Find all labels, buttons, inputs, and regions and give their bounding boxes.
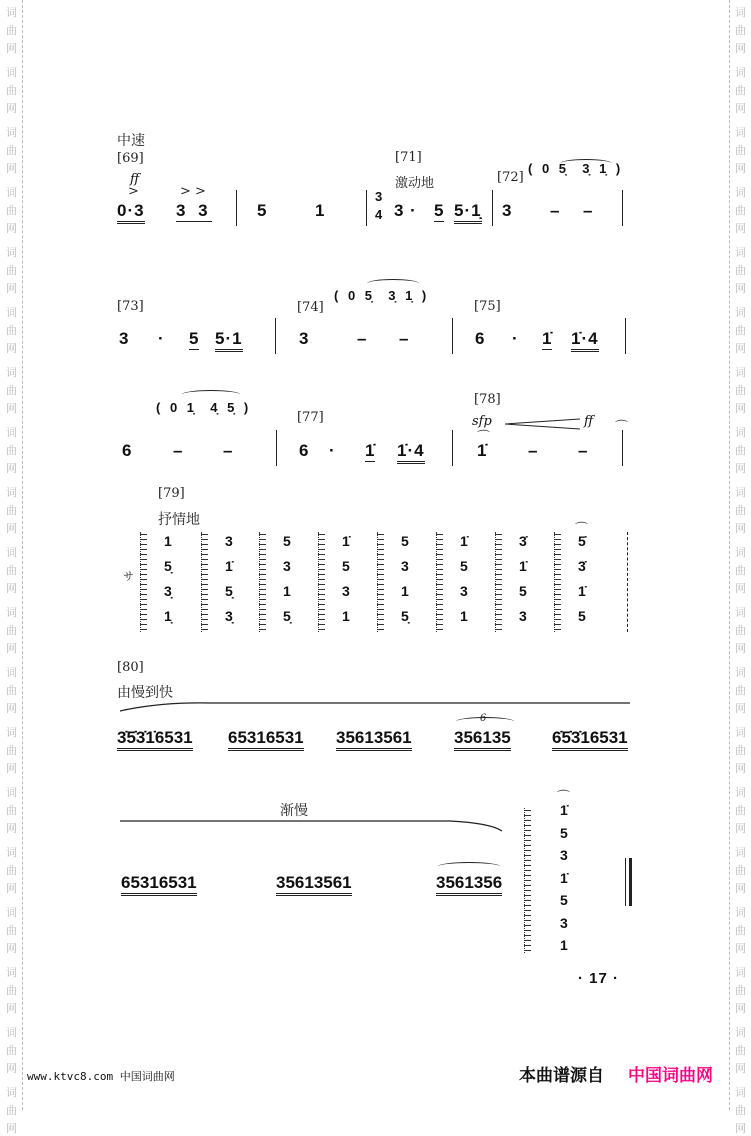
watermark-char: 曲	[6, 204, 17, 217]
chord-note: 3	[460, 583, 469, 599]
dot: ·	[329, 441, 336, 460]
watermark-char: 词	[6, 906, 17, 919]
dash: –	[528, 441, 539, 460]
fermata-icon: ⌒	[557, 790, 571, 805]
watermark-char: 词	[735, 6, 746, 19]
barline	[622, 190, 623, 226]
note-group: 3561356	[436, 873, 502, 896]
watermark-char: 词	[6, 786, 17, 799]
watermark-char: 网	[735, 42, 746, 55]
chord-note: 5̣	[225, 583, 234, 599]
measure-number: [69]	[117, 151, 144, 166]
arpeggio-brace	[554, 532, 561, 632]
dot: ·	[512, 329, 519, 348]
watermark-char: 曲	[735, 864, 746, 877]
chord-note: 1̣	[164, 608, 173, 624]
slur	[367, 279, 419, 288]
watermark-char: 网	[6, 522, 17, 535]
watermark-char: 曲	[735, 24, 746, 37]
dash: –	[583, 201, 594, 220]
dash: –	[578, 441, 589, 460]
watermark-char: 词	[6, 726, 17, 739]
parenthetical-notes: ( 0 5̣ 3̣ 1̣ )	[334, 288, 430, 303]
chord-note: 5	[560, 824, 569, 841]
note: 5	[434, 201, 445, 220]
watermark-char: 词	[735, 786, 746, 799]
chord-note: 1	[283, 583, 292, 599]
watermark-char: 词	[735, 366, 746, 379]
watermark-char: 网	[735, 462, 746, 475]
measure-number: [75]	[474, 299, 501, 314]
barline	[366, 190, 367, 226]
note-group: 35613561	[276, 873, 352, 896]
arpeggio-brace	[495, 532, 502, 632]
watermark-char: 网	[735, 282, 746, 295]
free-tempo-mark: サ	[123, 570, 134, 583]
barline	[276, 430, 277, 466]
watermark-char: 曲	[735, 144, 746, 157]
chord-note: 5	[578, 608, 587, 624]
dash: –	[173, 441, 184, 460]
note: 5·1̣	[454, 201, 482, 224]
tempo-marking: 中速	[117, 133, 145, 149]
watermark-char: 网	[6, 702, 17, 715]
dynamic-ff: ff	[584, 414, 594, 429]
watermark-char: 词	[735, 546, 746, 559]
watermark-char: 词	[735, 966, 746, 979]
chord-note: 3̣	[164, 583, 173, 599]
chord-note: 1	[560, 937, 569, 953]
watermark-char: 词	[735, 906, 746, 919]
watermark-char: 网	[6, 882, 17, 895]
arpeggio-brace	[524, 808, 531, 953]
final-barline	[629, 858, 632, 906]
watermark-char: 词	[735, 126, 746, 139]
note: 5·1	[215, 329, 243, 352]
note: 3 ·	[394, 201, 417, 220]
watermark-char: 词	[735, 606, 746, 619]
watermark-char: 词	[735, 186, 746, 199]
chord-note: 3	[225, 533, 234, 549]
arpeggio-brace	[201, 532, 208, 632]
watermark-char: 曲	[735, 204, 746, 217]
barline	[452, 318, 453, 354]
watermark-char: 曲	[6, 324, 17, 337]
watermark-char: 曲	[735, 444, 746, 457]
slur	[438, 862, 500, 871]
chord-note: 5̇	[578, 533, 587, 549]
watermark-char: 曲	[6, 504, 17, 517]
watermark-char: 词	[6, 666, 17, 679]
expression-text: 激动地	[395, 176, 435, 191]
watermark-char: 曲	[6, 144, 17, 157]
right-margin-line	[729, 0, 730, 1110]
chord-note: 1̇	[225, 558, 234, 574]
watermark-char: 网	[6, 642, 17, 655]
watermark-char: 网	[735, 1062, 746, 1075]
measure-number: [71]	[395, 150, 422, 165]
watermark-char: 网	[735, 222, 746, 235]
note: 1̇	[365, 441, 376, 460]
measure-number: [72]	[497, 170, 524, 185]
watermark-char: 曲	[6, 864, 17, 877]
watermark-char: 曲	[735, 684, 746, 697]
dash: –	[223, 441, 234, 460]
watermark-char: 网	[735, 522, 746, 535]
watermark-char: 曲	[6, 1044, 17, 1057]
parenthetical-notes: ( 0 1̣ 4̣ 5̣ )	[156, 400, 252, 415]
watermark-char: 网	[6, 942, 17, 955]
arpeggio-brace	[377, 532, 384, 632]
chord-note: 3	[401, 558, 410, 574]
measure-number: [73]	[117, 299, 144, 314]
footer-source-label: 本曲谱源自	[519, 1066, 604, 1086]
watermark-char: 网	[735, 762, 746, 775]
note: 5	[189, 329, 200, 348]
chord-note: 1̇	[460, 533, 469, 549]
watermark-char: 网	[735, 642, 746, 655]
watermark-char: 曲	[735, 1044, 746, 1057]
note: 5	[257, 201, 268, 220]
watermark-char: 网	[735, 822, 746, 835]
watermark-char: 词	[735, 726, 746, 739]
watermark-char: 曲	[735, 84, 746, 97]
note-group: 3̇5̇3̇1̇6531	[117, 728, 193, 751]
watermark-char: 曲	[6, 744, 17, 757]
arpeggio-brace	[140, 532, 147, 632]
phrase-line	[120, 700, 630, 712]
watermark-char: 词	[735, 666, 746, 679]
watermark-char: 曲	[735, 804, 746, 817]
accent: >	[128, 184, 139, 199]
watermark-char: 词	[6, 546, 17, 559]
measure-number: [78]	[474, 392, 501, 407]
time-signature-bottom: 4	[375, 207, 384, 222]
slur	[182, 390, 240, 399]
barline	[275, 318, 276, 354]
watermark-char: 曲	[6, 24, 17, 37]
watermark-char: 曲	[6, 804, 17, 817]
chord-note: 1̇	[578, 583, 587, 599]
dynamic-sfp: sfp	[472, 414, 492, 429]
dash: –	[399, 329, 410, 348]
watermark-char: 词	[6, 306, 17, 319]
phrase-line	[120, 818, 505, 834]
watermark-char: 网	[735, 582, 746, 595]
chord-note: 1	[164, 533, 173, 549]
watermark-char: 网	[735, 702, 746, 715]
watermark-char: 网	[6, 582, 17, 595]
chord-note: 3̇	[578, 558, 587, 574]
fermata-icon: ⌒	[615, 420, 629, 435]
arpeggio-brace	[436, 532, 443, 632]
chord-note: 3	[560, 914, 569, 931]
note: 0·3	[117, 201, 145, 224]
watermark-char: 网	[6, 1002, 17, 1015]
fermata-icon: ⌒	[575, 522, 589, 537]
watermark-char: 曲	[735, 504, 746, 517]
watermark-char: 词	[6, 966, 17, 979]
note-group: 35613561	[336, 728, 412, 751]
fermata-icon: ⌒	[477, 430, 491, 445]
note: 3 3	[176, 201, 212, 220]
watermark-char: 词	[6, 6, 17, 19]
expression-text: 渐慢	[280, 803, 308, 819]
watermark-char: 词	[735, 1086, 746, 1099]
watermark-char: 网	[6, 102, 17, 115]
watermark-char: 曲	[735, 264, 746, 277]
watermark-char: 网	[6, 822, 17, 835]
chord-note: 3̣	[225, 608, 234, 624]
chord-note: 1	[401, 583, 410, 599]
watermark-char: 词	[735, 246, 746, 259]
chord-note: 1	[460, 608, 469, 624]
dynamic-ff: ff	[130, 172, 140, 187]
watermark-char: 网	[735, 882, 746, 895]
accent: > >	[180, 184, 206, 199]
arpeggio-brace	[259, 532, 266, 632]
watermark-char: 网	[735, 162, 746, 175]
barline	[622, 430, 623, 466]
watermark-char: 词	[6, 606, 17, 619]
watermark-char: 网	[6, 342, 17, 355]
watermark-char: 网	[6, 402, 17, 415]
measure-number: [77]	[297, 410, 324, 425]
chord-note: 5̣	[401, 608, 410, 624]
watermark-char: 曲	[6, 1104, 17, 1117]
chord-note: 1̇	[560, 802, 569, 818]
watermark-char: 曲	[6, 684, 17, 697]
note: 1̇	[477, 441, 488, 460]
watermark-char: 网	[735, 1002, 746, 1015]
watermark-char: 词	[6, 1086, 17, 1099]
watermark-char: 曲	[6, 84, 17, 97]
watermark-char: 词	[6, 246, 17, 259]
watermark-char: 曲	[735, 744, 746, 757]
watermark-char: 曲	[6, 984, 17, 997]
note-group: 65316531	[228, 728, 304, 751]
dot: ·	[158, 329, 165, 348]
chord-note: 5̣	[283, 608, 292, 624]
page-number: · 17 ·	[578, 970, 620, 987]
watermark-char: 曲	[6, 924, 17, 937]
measure-number: [79]	[158, 486, 185, 501]
watermark-char: 网	[6, 282, 17, 295]
note-group: 356135	[454, 728, 511, 751]
watermark-char: 词	[735, 426, 746, 439]
chord-note: 5	[283, 533, 292, 549]
watermark-char: 曲	[735, 984, 746, 997]
footer-url[interactable]: www.ktvc8.com 中国词曲网	[27, 1070, 175, 1083]
watermark-char: 网	[735, 102, 746, 115]
chord-note: 5	[401, 533, 410, 549]
barline	[492, 190, 493, 226]
dash: –	[550, 201, 561, 220]
chord-note: 1	[342, 608, 351, 624]
parenthetical-notes: ( 0 5̣ 3̣ 1̣ )	[528, 161, 624, 176]
watermark-char: 曲	[735, 384, 746, 397]
note: 1̇·4	[397, 441, 425, 464]
watermark-char: 曲	[6, 624, 17, 637]
watermark-char: 曲	[735, 1104, 746, 1117]
watermark-char: 网	[6, 42, 17, 55]
chord-note: 3	[560, 847, 569, 863]
watermark-char: 词	[6, 186, 17, 199]
barline	[627, 532, 628, 632]
watermark-char: 曲	[735, 924, 746, 937]
note: 6	[122, 441, 133, 460]
watermark-char: 词	[6, 66, 17, 79]
crescendo-hairpin	[505, 418, 580, 430]
watermark-char: 网	[6, 162, 17, 175]
watermark-char: 词	[6, 846, 17, 859]
watermark-char: 词	[735, 66, 746, 79]
watermark-char: 词	[6, 426, 17, 439]
watermark-char: 词	[6, 1026, 17, 1039]
watermark-char: 词	[6, 126, 17, 139]
barline	[236, 190, 237, 226]
note: 1̇·4	[571, 329, 599, 352]
barline	[452, 430, 453, 466]
chord-note: 3̇	[519, 533, 528, 549]
watermark-char: 网	[6, 1122, 17, 1135]
watermark-char: 词	[6, 366, 17, 379]
measure-number: [80]	[117, 660, 144, 675]
left-margin-line	[22, 0, 23, 1110]
chord-note: 1̇	[342, 533, 351, 549]
measure-number: [74]	[297, 300, 324, 315]
time-signature-top: 3	[375, 189, 384, 204]
arpeggio-brace	[318, 532, 325, 632]
note: 1̇	[542, 329, 553, 348]
chord-note: 3	[342, 583, 351, 599]
watermark-char: 网	[6, 1062, 17, 1075]
chord-note: 5̣	[164, 558, 173, 574]
expression-text: 由慢到快	[117, 685, 173, 701]
note: 6	[299, 441, 310, 460]
chord-note: 1̇	[519, 558, 528, 574]
barline	[625, 318, 626, 354]
note: 3	[299, 329, 310, 348]
note-group: 65316531	[121, 873, 197, 896]
tuplet-number: 6	[480, 713, 487, 724]
watermark-char: 词	[735, 846, 746, 859]
watermark-char: 网	[6, 462, 17, 475]
watermark-char: 曲	[6, 384, 17, 397]
watermark-char: 网	[6, 222, 17, 235]
note-group: 6̇5̇3̇16531	[552, 728, 628, 751]
watermark-char: 词	[735, 306, 746, 319]
watermark-char: 曲	[6, 444, 17, 457]
chord-note: 5	[560, 892, 569, 908]
chord-note: 3	[519, 608, 528, 624]
watermark-char: 曲	[735, 564, 746, 577]
watermark-char: 网	[6, 762, 17, 775]
chord-note: 1̇	[560, 869, 569, 886]
watermark-char: 曲	[735, 324, 746, 337]
watermark-char: 网	[735, 342, 746, 355]
note: 6	[475, 329, 486, 348]
watermark-char: 曲	[6, 264, 17, 277]
note: 1	[315, 201, 326, 220]
watermark-char: 词	[6, 486, 17, 499]
final-barline	[625, 858, 626, 906]
watermark-char: 词	[735, 486, 746, 499]
watermark-char: 词	[735, 1026, 746, 1039]
chord-note: 5	[342, 558, 351, 574]
watermark-char: 网	[735, 1122, 746, 1135]
dash: –	[357, 329, 368, 348]
footer-brand[interactable]: 中国词曲网	[628, 1066, 713, 1086]
watermark-char: 曲	[6, 564, 17, 577]
watermark-char: 网	[735, 402, 746, 415]
note: 3	[502, 201, 513, 220]
expression-text: 抒情地	[158, 512, 200, 528]
watermark-char: 网	[735, 942, 746, 955]
chord-note: 3	[283, 558, 292, 574]
chord-note: 5	[519, 583, 528, 599]
watermark-char: 曲	[735, 624, 746, 637]
chord-note: 5	[460, 558, 469, 574]
note: 3	[119, 329, 130, 348]
